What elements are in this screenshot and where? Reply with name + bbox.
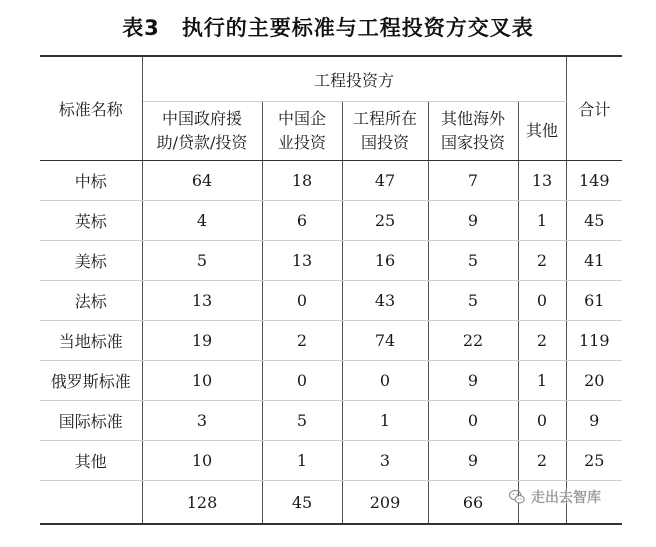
table-cell: 43 xyxy=(342,281,428,321)
table-cell: 2 xyxy=(518,241,566,281)
table-cell: 5 xyxy=(142,241,262,281)
table-cell: 3 xyxy=(342,441,428,481)
col-header-other-overseas xyxy=(428,102,518,161)
table-row xyxy=(40,161,622,201)
table-row xyxy=(40,401,622,441)
table-cell: 2 xyxy=(262,321,342,361)
table-cell: 1 xyxy=(518,201,566,241)
table-cell: 64 xyxy=(142,161,262,201)
row-total: 20 xyxy=(566,361,622,401)
corner-header: 标准名称 xyxy=(40,56,142,161)
table-cell: 4 xyxy=(142,201,262,241)
wechat-icon xyxy=(508,488,526,506)
table-cell: 0 xyxy=(342,361,428,401)
table-cell: 5 xyxy=(262,401,342,441)
table-cell: 74 xyxy=(342,321,428,361)
table-cell: 7 xyxy=(428,161,518,201)
table-cell: 0 xyxy=(262,361,342,401)
table-cell: 47 xyxy=(342,161,428,201)
table-cell: 6 xyxy=(262,201,342,241)
table-cell: 13 xyxy=(262,241,342,281)
table-row xyxy=(40,441,622,481)
column-total: 128 xyxy=(142,481,262,525)
table-row xyxy=(40,321,622,361)
row-label: 其他 xyxy=(40,441,142,481)
col-header-line: 业投资 xyxy=(277,133,326,152)
table-cell: 5 xyxy=(428,241,518,281)
col-header-line: 其他海外 xyxy=(440,109,505,128)
table-cell: 13 xyxy=(142,281,262,321)
row-label: 国际标准 xyxy=(40,401,142,441)
col-header-line: 中国企 xyxy=(277,109,326,128)
table-cell: 10 xyxy=(142,441,262,481)
table-cell: 19 xyxy=(142,321,262,361)
col-header-china-enterprise xyxy=(262,102,342,161)
table-cell: 1 xyxy=(342,401,428,441)
row-label: 中标 xyxy=(40,161,142,201)
table-title-text: 执行的主要标准与工程投资方交叉表 xyxy=(181,16,534,40)
col-header-line: 国家投资 xyxy=(440,133,505,152)
group-header: 工程投资方 xyxy=(142,56,566,102)
total-header: 合计 xyxy=(566,56,622,161)
table-cell: 5 xyxy=(428,281,518,321)
table-cell: 0 xyxy=(262,281,342,321)
column-total: 66 xyxy=(428,481,518,525)
table-cell: 1 xyxy=(262,441,342,481)
table-row xyxy=(40,281,622,321)
table-row xyxy=(40,241,622,281)
col-header-other xyxy=(518,102,566,161)
table-title xyxy=(0,12,656,42)
col-header-line: 国投资 xyxy=(360,133,409,152)
col-header-line: 其他 xyxy=(525,121,558,140)
table-number: 表3 xyxy=(122,16,160,40)
table-cell: 2 xyxy=(518,441,566,481)
row-total: 45 xyxy=(566,201,622,241)
table-cell: 22 xyxy=(428,321,518,361)
col-header-host-country xyxy=(342,102,428,161)
table-cell: 18 xyxy=(262,161,342,201)
row-label: 俄罗斯标准 xyxy=(40,361,142,401)
table-cell: 2 xyxy=(518,321,566,361)
col-header-line: 助/贷款/投资 xyxy=(156,133,248,152)
table-cell: 10 xyxy=(142,361,262,401)
table-cell: 1 xyxy=(518,361,566,401)
row-total: 9 xyxy=(566,401,622,441)
table-cell: 16 xyxy=(342,241,428,281)
table-cell: 9 xyxy=(428,441,518,481)
row-total: 25 xyxy=(566,441,622,481)
table-cell: 0 xyxy=(518,281,566,321)
cross-table xyxy=(40,55,622,525)
totals-row-label xyxy=(40,481,142,525)
table-row xyxy=(40,201,622,241)
col-header-line: 工程所在 xyxy=(352,109,417,128)
row-label: 英标 xyxy=(40,201,142,241)
table-cell: 9 xyxy=(428,361,518,401)
table-cell: 13 xyxy=(518,161,566,201)
table-cell: 0 xyxy=(428,401,518,441)
watermark xyxy=(508,487,601,507)
table-cell: 3 xyxy=(142,401,262,441)
row-total: 149 xyxy=(566,161,622,201)
table-cell: 9 xyxy=(428,201,518,241)
col-header-china-gov xyxy=(142,102,262,161)
table-row xyxy=(40,361,622,401)
table-cell: 0 xyxy=(518,401,566,441)
row-label: 当地标准 xyxy=(40,321,142,361)
row-total: 41 xyxy=(566,241,622,281)
row-total: 61 xyxy=(566,281,622,321)
table-cell: 25 xyxy=(342,201,428,241)
row-total: 119 xyxy=(566,321,622,361)
row-label: 美标 xyxy=(40,241,142,281)
row-label: 法标 xyxy=(40,281,142,321)
column-total: 209 xyxy=(342,481,428,525)
col-header-line: 中国政府援 xyxy=(161,109,242,128)
column-total: 45 xyxy=(262,481,342,525)
watermark-text: 走出去智库 xyxy=(531,490,601,506)
